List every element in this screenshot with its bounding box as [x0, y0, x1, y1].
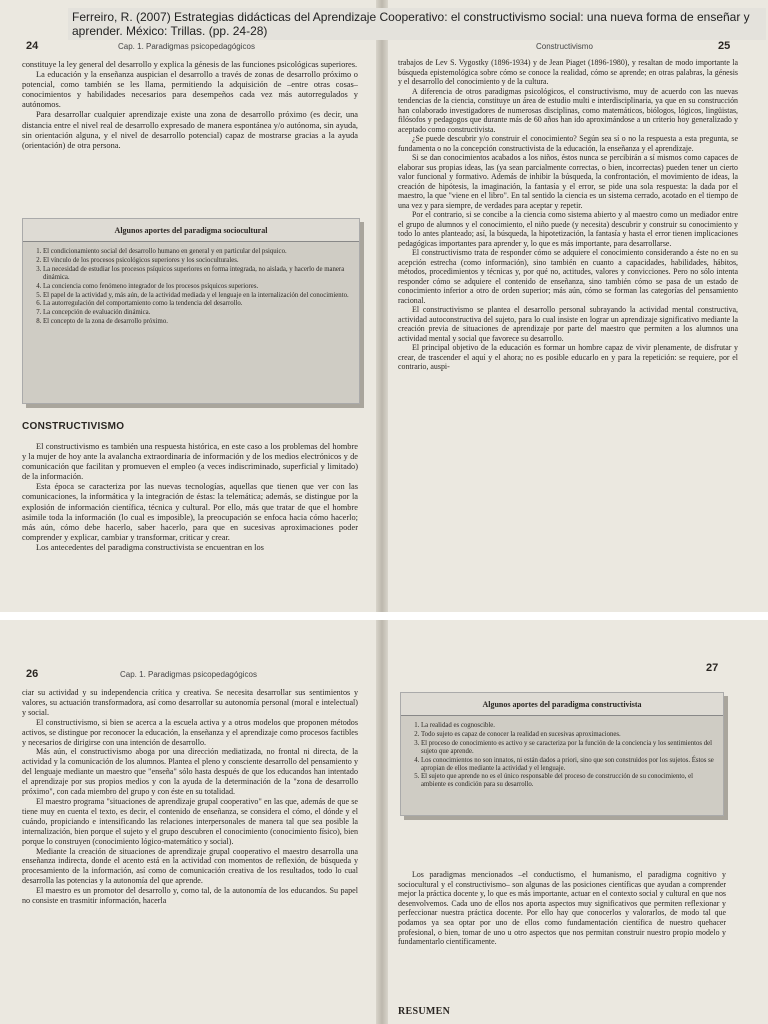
citation-stamp: Ferreiro, R. (2007) Estrategias didácticas del Aprendizaje Cooperativo: el constructivismo social: una nueva forma de enseñar y aprender. México: Trillas. (pp. 24-28): [68, 8, 766, 40]
box-item: 7. La concepción de evaluación dinámica.: [43, 309, 353, 317]
body-text-top: [22, 60, 358, 151]
paragraph: Por el contrario, si se concibe a la ciencia como sistema abierto y al maestro como un mediador entre el grupo de alumnos y el conocimiento, el niño puede (y necesita) descubrir y construir su conocimiento y todo lo antes planteado; así, la búsqueda, la hipotetización, la fantasía y hasta el error tienen implicaciones pedagógicas importantes para aprender y, lo que es más importante, para desarrollarse.: [398, 210, 738, 248]
paragraph: constituye la ley general del desarrollo y explica la génesis de las funciones psicológicas superiores.: [22, 60, 358, 69]
paragraph: El constructivismo es también una respuesta histórica, en este caso a los problemas del hombre y la mujer de hoy ante la avalancha extraordinaria de información y de los medios electrónicos y de comunicación que facilitan y promueven el empleo (a veces indiscriminado, superficial y limitado) de la información.: [22, 442, 358, 482]
box-item: 5. El papel de la actividad y, más aún, de la actividad mediada y el lenguaje en la internalización del conocimiento.: [43, 292, 353, 300]
paragraph: Para desarrollar cualquier aprendizaje existe una zona de desarrollo próximo (es decir, una distancia entre el nivel real de desarrollo expresado de manera espontánea y/o autónoma, sin ayuda, sin orientación alguna, y el nivel de desarrollo potencial) capaz de mostrarse gracias a la ayuda (orientación) de otra persona.: [22, 110, 358, 150]
paragraph: Mediante la creación de situaciones de aprendizaje grupal cooperativo el maestro desarrolla una enseñanza indirecta, donde el acento está en la actividad con momentos de reflexión, de búsqueda y procesamiento de la información, así como de comunicación creativa de los resultados, todo lo cual desarrolla las potencias y la autonomía del que aprende.: [22, 846, 358, 886]
page-27: [388, 620, 768, 1024]
paragraph: La educación y la enseñanza auspician el desarrollo a través de zonas de desarrollo próximo o potencial, como también se les llama, permitiendo la adquisición de –entre otras cosas– conocimientos y habilidades necesarios para desempeños cada vez más autorregulados y autónomos.: [22, 70, 358, 110]
body-text-bottom: [22, 442, 358, 553]
running-head: Cap. 1. Paradigmas psicopedagógicos: [120, 670, 257, 679]
paragraph: Los antecedentes del paradigma constructivista se encuentran en los: [36, 542, 264, 552]
paragraph: El constructivismo trata de responder cómo se adquiere el conocimiento considerando a éste no en su acepción estrecha (como información), sino también en cuanto a capacidades, habilidades, hábitos, métodos, procedimientos y técnicas y, por qué no, actitudes, valores y convicciones. Pero no sólo intenta responder cómo se adquiere el contenido de enseñanza, sino también cómo se pasa de un estado de conocimiento inferior a otro de orden superior; más aún, cómo se forman las categorías del pensamiento racional.: [398, 248, 738, 305]
section-title: RESUMEN: [398, 1006, 451, 1017]
box-item: 4. Los conocimientos no son innatos, ni están dados a priori, sino que son construidos por los sujetos. Éstos se apropian de ellos mediante la actividad y el lenguaje.: [421, 757, 717, 773]
box-item: 5. El sujeto que aprende no es el único responsable del proceso de construcción de su conocimiento, el ambiente es condición para su desarrollo.: [421, 773, 717, 789]
bottom-spread-scan: [0, 620, 768, 1024]
paragraph: trabajos de Lev S. Vygostky (1896-1934) y de Jean Piaget (1896-1980), y resaltan de modo importante la búsqueda epistemológica sobre cómo se conoce la realidad, cómo se aprende; en otras palabras, la génesis y el desarrollo del conocimiento y de la cultura.: [398, 58, 738, 86]
paragraph: ciar su actividad y su independencia crítica y creativa. Se necesita desarrollar sus sentimientos y valores, su actuación transformadora, así como desarrollar su autonomía personal (moral e intelectual) y social.: [22, 688, 358, 717]
constructivist-box: [400, 692, 724, 816]
spread-divider: [0, 612, 768, 620]
paragraph: Los paradigmas mencionados –el conductismo, el humanismo, el paradigma cognitivo y sociocultural y el constructivismo– son algunas de las posiciones científicas que ayudan a comprender mejor la práctica docente y, lo que es más importante, actuar en el contexto social y cultural en que nos desenvolvemos. Cada uno de ellos nos aporta aspectos muy significativos que permiten reflexionar y perfeccionar nuestra práctica docente. Por ello hay que conocerlos y valorarlos, de modo tal que podamos ya sea optar por uno de ellos como fundamentación científica de nuestro quehacer profesional, o bien, tomar de uno u otro aspectos que nos permitan construir nuestro propio modelo y fundamentarlo científicamente.: [398, 870, 726, 947]
box-item: 6. La autorregulación del comportamiento como la tendencia del desarrollo.: [43, 300, 353, 308]
box-title: Algunos aportes del paradigma sociocultural: [23, 219, 359, 242]
paragraph: El constructivismo se plantea el desarrollo personal subrayando la actividad mental constructiva, actividad autoconstructiva del sujeto, para lo cual insiste en lograr un aprendizaje significativo mediante la creación previa de situaciones de aprendizaje por parte del maestro que permiten a los alumnos una actividad mental y social que favorece su desarrollo.: [398, 305, 738, 343]
box-item: 4. La conciencia como fenómeno integrador de los procesos psíquicos superiores.: [43, 283, 353, 291]
box-title: Algunos aportes del paradigma constructivista: [401, 693, 723, 716]
page-number: 24: [26, 40, 39, 52]
box-item: 1. La realidad es cognoscible.: [421, 722, 717, 730]
paragraph: El principal objetivo de la educación es formar un hombre capaz de vivir plenamente, de disfrutar y crear, de trascender el aquí y el ahora; no es posible educarlo en y para la repetición: se requiere, por el contrario, auspi-: [398, 343, 738, 371]
body-text: [398, 870, 726, 947]
box-item: 2. El vínculo de los procesos psicológicos superiores y los socioculturales.: [43, 257, 353, 265]
paragraph: Más aún, el constructivismo aboga por una dirección mediatizada, no frontal ni directa, de la actividad y la comunicación de los alumnos. Plantea el pleno y consciente desarrollo del pensamiento y del lenguaje mediante un maestro que "enseña" sólo hasta después de que los educandos han intentado el aprendizaje por sus propios medios y con la ayuda de la determinación de la "zona de desarrollo próximo", con cada miembro del grupo y con éste en su totalidad.: [22, 747, 358, 797]
body-text: [398, 58, 738, 372]
box-item: 2. Todo sujeto es capaz de conocer la realidad en sucesivas aproximaciones.: [421, 731, 717, 739]
paragraph: A diferencia de otros paradigmas psicológicos, el constructivismo, muy de acuerdo con las nuevas tendencias de la ciencia, constituye un área de estudio multi e interdisciplinaria, ya que en su construcción han colaborado investigadores de numerosas disciplinas, como matemáticos, biólogos, lógicos, lingüistas, filósofos y pedagogos que durante más de 60 años han ido aproximándose a un criterio hoy generalizado y aceptado como constructivista.: [398, 86, 738, 134]
page-number: 27: [706, 662, 719, 674]
page-25: [388, 0, 768, 612]
running-head: Cap. 1. Paradigmas psicopedagógicos: [118, 42, 255, 51]
box-list: [29, 248, 353, 326]
section-title: CONSTRUCTIVISMO: [22, 421, 125, 432]
paragraph: Si se dan conocimientos acabados a los niños, éstos nunca se percibirán a sí mismos como capaces de elaborar sus propias ideas, las (ya sean parcialmente correctas, o bien, incorrectas) pueden tener un cierto valor funcional y formativo. Además de inhibir la búsqueda, la confrontación, el movimiento de ideas, la creación de hipótesis, la imaginación, la fantasía y el error, se pide una sola respuesta: la dada por el maestro, la que "viene en el libro". En tal sentido la ciencia es un sistema cerrado, acotado en el tiempo de una vez y para siempre, de verdades para aceptar y repetir.: [398, 153, 738, 210]
gutter: [376, 620, 388, 1024]
gutter: [376, 0, 388, 612]
paragraph: Esta época se caracteriza por las nuevas tecnologías, aquellas que tienen que ver con las comunicaciones, la informática y la integración de éstas: la telemática; además, se distingue por la explosión de información científica, técnica y cultural. Por ello, más que tratar de que el hombre asimile toda la información (lo cual es imposible), la preocupación se enfoca hacia cómo hacerlo; más aún, cómo debe hacerlo, saber hacerlo, para que en sucesivas aproximaciones poder comprender y explicar, cambiar y transformar, criticar y crear.: [22, 482, 358, 542]
box-item: 3. El proceso de conocimiento es activo y se caracteriza por la función de la conciencia y los sentimientos del sujeto que aprende.: [421, 740, 717, 756]
box-item: 8. El concepto de la zona de desarrollo próximo.: [43, 318, 353, 326]
body-text: [22, 688, 358, 906]
page-number: 26: [26, 668, 39, 680]
page-24: [0, 0, 376, 612]
paragraph: ¿Se puede descubrir y/o construir el conocimiento? Según sea sí o no la respuesta a esta pregunta, se fundamenta o no la concepción constructivista de la educación, la enseñanza y el aprendizaje.: [398, 134, 738, 153]
box-item: 1. El condicionamiento social del desarrollo humano en general y en particular del psiquico.: [43, 248, 353, 256]
paragraph: El maestro es un promotor del desarrollo y, como tal, de la autonomía de los educandos. Su papel no consiste en trasmitir información, hacerla: [22, 886, 358, 906]
box-item: 3. La necesidad de estudiar los procesos psíquicos superiores en forma integrada, no aislada, y hacerlo de manera dinámica.: [43, 266, 353, 282]
running-head: Constructivismo: [536, 42, 593, 51]
paragraph: El maestro programa "situaciones de aprendizaje grupal cooperativo" en las que, además de que se tiene muy en cuenta el texto, es decir, el contenido de enseñanza, se considera el cómo, el dónde y el cuándo, propiciando e intensificando las relaciones interpersonales de manera tal que sea posible la internalización, bien porque el sujeto y el grupo descubren el conocimiento (conocimiento físico), bien porque lo construyen (conocimiento lógico-matemático y social).: [22, 796, 358, 846]
sociocultural-box: [22, 218, 360, 404]
page-number: 25: [718, 40, 731, 52]
page-26: [0, 620, 376, 1024]
paragraph: El constructivismo, si bien se acerca a la escuela activa y a otros modelos que proponen métodos activos, se distingue por reconocer la educación, la enseñanza y el aprendizaje como procesos factibles y necesarios de dirigirse con una intención de desarrollo.: [22, 717, 358, 747]
box-list: [407, 722, 717, 789]
